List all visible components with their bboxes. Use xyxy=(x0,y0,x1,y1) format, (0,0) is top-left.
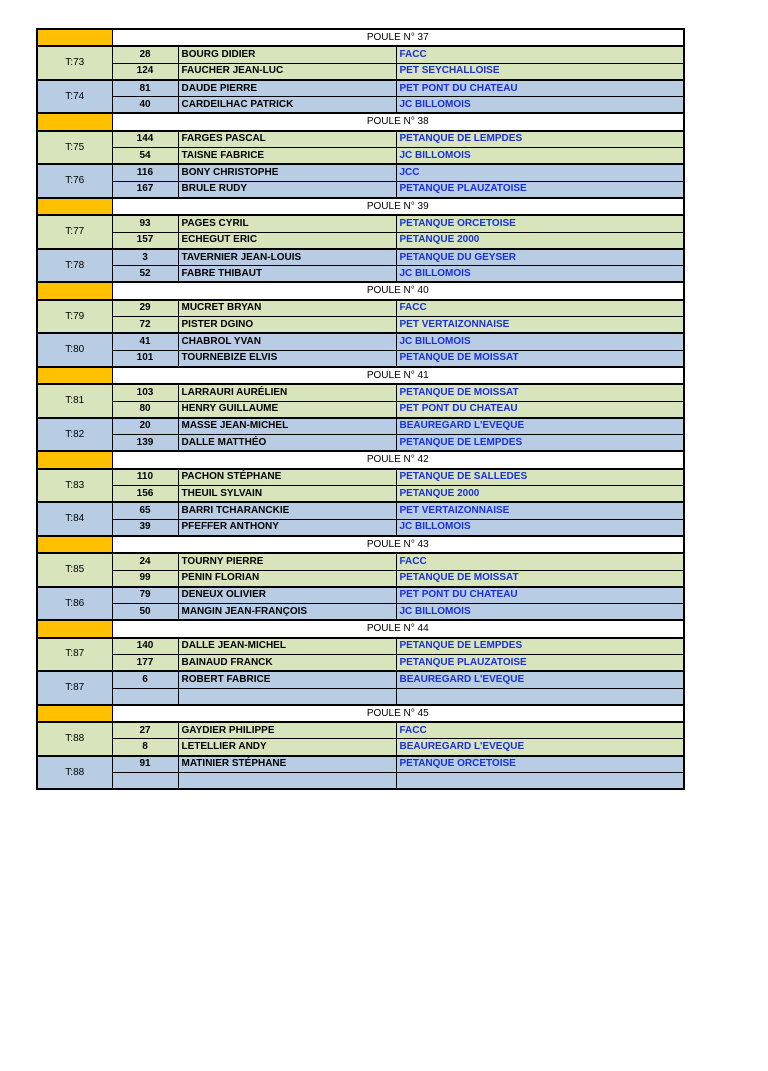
player-number: 72 xyxy=(112,317,178,334)
player-club: PET PONT DU CHATEAU xyxy=(396,401,684,418)
poule-title: POULE N° 37 xyxy=(112,29,684,46)
player-name: CHABROL YVAN xyxy=(178,333,396,350)
player-name: FARGES PASCAL xyxy=(178,131,396,148)
player-name: BAINAUD FRANCK xyxy=(178,654,396,671)
player-row xyxy=(37,587,684,604)
player-number: 177 xyxy=(112,654,178,671)
player-row xyxy=(37,570,684,587)
player-row xyxy=(37,350,684,367)
player-row xyxy=(37,148,684,165)
player-row xyxy=(37,435,684,452)
poule-marker-cell xyxy=(37,705,112,722)
player-club: PET VERTAIZONNAISE xyxy=(396,502,684,519)
poule-title: POULE N° 44 xyxy=(112,620,684,637)
player-club: JC BILLOMOIS xyxy=(396,333,684,350)
player-number: 20 xyxy=(112,418,178,435)
poule-header-row xyxy=(37,536,684,553)
player-club: JCC xyxy=(396,164,684,181)
player-club: PETANQUE PLAUZATOISE xyxy=(396,654,684,671)
poule-title: POULE N° 41 xyxy=(112,367,684,384)
player-name: TAISNE FABRICE xyxy=(178,148,396,165)
player-row xyxy=(37,333,684,350)
player-number: 28 xyxy=(112,46,178,63)
player-club: JC BILLOMOIS xyxy=(396,519,684,536)
team-label: T:78 xyxy=(37,249,112,283)
player-number: 50 xyxy=(112,604,178,621)
poule-title: POULE N° 40 xyxy=(112,282,684,299)
player-number: 41 xyxy=(112,333,178,350)
player-name: PFEFFER ANTHONY xyxy=(178,519,396,536)
poule-marker-cell xyxy=(37,536,112,553)
player-name: BARRI TCHARANCKIE xyxy=(178,502,396,519)
player-number: 140 xyxy=(112,638,178,655)
player-club: PET PONT DU CHATEAU xyxy=(396,80,684,97)
player-club xyxy=(396,773,684,790)
player-club: PET SEYCHALLOISE xyxy=(396,63,684,80)
team-label: T:83 xyxy=(37,469,112,503)
poule-header-row xyxy=(37,705,684,722)
player-club: PETANQUE DU GEYSER xyxy=(396,249,684,266)
player-name xyxy=(178,773,396,790)
player-row xyxy=(37,181,684,198)
player-club: PETANQUE 2000 xyxy=(396,232,684,249)
player-name: TAVERNIER JEAN-LOUIS xyxy=(178,249,396,266)
team-label: T:76 xyxy=(37,164,112,198)
team-label: T:88 xyxy=(37,756,112,790)
team-label: T:75 xyxy=(37,131,112,165)
player-club: PETANQUE DE SALLEDES xyxy=(396,469,684,486)
player-number: 139 xyxy=(112,435,178,452)
player-name: TOURNY PIERRE xyxy=(178,553,396,570)
player-number: 103 xyxy=(112,384,178,401)
player-number: 27 xyxy=(112,722,178,739)
player-name: CARDEILHAC PATRICK xyxy=(178,97,396,114)
player-number: 167 xyxy=(112,181,178,198)
player-club: FACC xyxy=(396,722,684,739)
team-label: T:84 xyxy=(37,502,112,536)
team-label: T:73 xyxy=(37,46,112,80)
player-club xyxy=(396,688,684,705)
team-label: T:81 xyxy=(37,384,112,418)
player-name: ROBERT FABRICE xyxy=(178,671,396,688)
player-row xyxy=(37,502,684,519)
player-name: FAUCHER JEAN-LUC xyxy=(178,63,396,80)
player-row xyxy=(37,131,684,148)
player-row xyxy=(37,164,684,181)
player-number: 116 xyxy=(112,164,178,181)
player-number: 80 xyxy=(112,401,178,418)
player-club: FACC xyxy=(396,46,684,63)
player-club: PETANQUE DE LEMPDES xyxy=(396,435,684,452)
player-name: GAYDIER PHILIPPE xyxy=(178,722,396,739)
team-label: T:85 xyxy=(37,553,112,587)
player-number: 110 xyxy=(112,469,178,486)
player-row xyxy=(37,401,684,418)
poule-table xyxy=(36,28,685,790)
player-number: 8 xyxy=(112,739,178,756)
poule-header-row xyxy=(37,29,684,46)
player-number: 144 xyxy=(112,131,178,148)
player-name: BONY CHRISTOPHE xyxy=(178,164,396,181)
player-row xyxy=(37,638,684,655)
player-club: FACC xyxy=(396,300,684,317)
poule-marker-cell xyxy=(37,113,112,130)
player-number: 91 xyxy=(112,756,178,773)
player-row xyxy=(37,756,684,773)
poule-title: POULE N° 43 xyxy=(112,536,684,553)
team-label: T:74 xyxy=(37,80,112,114)
player-club: BEAUREGARD L'EVEQUE xyxy=(396,418,684,435)
player-number: 156 xyxy=(112,486,178,503)
player-name: DENEUX OLIVIER xyxy=(178,587,396,604)
player-number: 124 xyxy=(112,63,178,80)
poule-marker-cell xyxy=(37,29,112,46)
player-row xyxy=(37,739,684,756)
player-club: PETANQUE DE LEMPDES xyxy=(396,638,684,655)
player-club: JC BILLOMOIS xyxy=(396,266,684,283)
team-label: T:86 xyxy=(37,587,112,621)
player-row xyxy=(37,266,684,283)
player-number: 39 xyxy=(112,519,178,536)
player-name: DAUDE PIERRE xyxy=(178,80,396,97)
player-number: 40 xyxy=(112,97,178,114)
player-name: LETELLIER ANDY xyxy=(178,739,396,756)
player-name: PISTER DGINO xyxy=(178,317,396,334)
player-number: 54 xyxy=(112,148,178,165)
player-number xyxy=(112,688,178,705)
team-label: T:88 xyxy=(37,722,112,756)
poule-header-row xyxy=(37,282,684,299)
player-row xyxy=(37,418,684,435)
player-club: JC BILLOMOIS xyxy=(396,97,684,114)
player-club: PETANQUE PLAUZATOISE xyxy=(396,181,684,198)
poule-title: POULE N° 39 xyxy=(112,198,684,215)
player-name: ECHEGUT ERIC xyxy=(178,232,396,249)
player-number: 93 xyxy=(112,215,178,232)
player-row xyxy=(37,486,684,503)
player-club: PET VERTAIZONNAISE xyxy=(396,317,684,334)
player-row xyxy=(37,671,684,688)
team-label: T:79 xyxy=(37,300,112,334)
team-label: T:77 xyxy=(37,215,112,249)
team-label: T:80 xyxy=(37,333,112,367)
player-club: PETANQUE DE MOISSAT xyxy=(396,384,684,401)
player-club: BEAUREGARD L'EVEQUE xyxy=(396,739,684,756)
player-row xyxy=(37,553,684,570)
player-club: PETANQUE ORCETOISE xyxy=(396,215,684,232)
poule-marker-cell xyxy=(37,451,112,468)
player-number: 65 xyxy=(112,502,178,519)
player-club: BEAUREGARD L'EVEQUE xyxy=(396,671,684,688)
player-row xyxy=(37,773,684,790)
player-name: THEUIL SYLVAIN xyxy=(178,486,396,503)
player-number: 99 xyxy=(112,570,178,587)
player-row xyxy=(37,688,684,705)
player-name: HENRY GUILLAUME xyxy=(178,401,396,418)
player-row xyxy=(37,722,684,739)
player-name: DALLE MATTHÉO xyxy=(178,435,396,452)
player-row xyxy=(37,46,684,63)
player-number: 6 xyxy=(112,671,178,688)
player-number: 52 xyxy=(112,266,178,283)
player-club: JC BILLOMOIS xyxy=(396,604,684,621)
player-name: MANGIN JEAN-FRANÇOIS xyxy=(178,604,396,621)
poule-table-body xyxy=(37,29,684,789)
poule-header-row xyxy=(37,620,684,637)
player-name: PAGES CYRIL xyxy=(178,215,396,232)
player-name: FABRE THIBAUT xyxy=(178,266,396,283)
player-number: 29 xyxy=(112,300,178,317)
poule-title: POULE N° 42 xyxy=(112,451,684,468)
poule-title: POULE N° 38 xyxy=(112,113,684,130)
poule-title: POULE N° 45 xyxy=(112,705,684,722)
player-name: TOURNEBIZE ELVIS xyxy=(178,350,396,367)
player-number: 3 xyxy=(112,249,178,266)
player-number: 81 xyxy=(112,80,178,97)
player-row xyxy=(37,215,684,232)
player-club: JC BILLOMOIS xyxy=(396,148,684,165)
player-name: MATINIER STÉPHANE xyxy=(178,756,396,773)
poule-marker-cell xyxy=(37,620,112,637)
player-row xyxy=(37,232,684,249)
player-name: MASSE JEAN-MICHEL xyxy=(178,418,396,435)
player-number: 157 xyxy=(112,232,178,249)
player-row xyxy=(37,80,684,97)
poule-marker-cell xyxy=(37,282,112,299)
team-label: T:82 xyxy=(37,418,112,452)
player-name xyxy=(178,688,396,705)
poule-header-row xyxy=(37,198,684,215)
player-number xyxy=(112,773,178,790)
team-label: T:87 xyxy=(37,671,112,705)
player-club: PET PONT DU CHATEAU xyxy=(396,587,684,604)
player-name: LARRAURI AURÉLIEN xyxy=(178,384,396,401)
player-row xyxy=(37,317,684,334)
player-name: BOURG DIDIER xyxy=(178,46,396,63)
player-number: 24 xyxy=(112,553,178,570)
player-club: PETANQUE DE MOISSAT xyxy=(396,570,684,587)
poule-header-row xyxy=(37,367,684,384)
player-name: MUCRET BRYAN xyxy=(178,300,396,317)
player-row xyxy=(37,63,684,80)
player-row xyxy=(37,384,684,401)
poule-header-row xyxy=(37,113,684,130)
poule-marker-cell xyxy=(37,367,112,384)
player-row xyxy=(37,654,684,671)
player-number: 79 xyxy=(112,587,178,604)
player-row xyxy=(37,97,684,114)
player-name: BRULE RUDY xyxy=(178,181,396,198)
player-number: 101 xyxy=(112,350,178,367)
player-name: DALLE JEAN-MICHEL xyxy=(178,638,396,655)
player-club: FACC xyxy=(396,553,684,570)
player-club: PETANQUE DE LEMPDES xyxy=(396,131,684,148)
player-row xyxy=(37,469,684,486)
player-club: PETANQUE DE MOISSAT xyxy=(396,350,684,367)
poule-marker-cell xyxy=(37,198,112,215)
player-club: PETANQUE 2000 xyxy=(396,486,684,503)
player-row xyxy=(37,300,684,317)
player-club: PETANQUE ORCETOISE xyxy=(396,756,684,773)
player-row xyxy=(37,249,684,266)
poule-header-row xyxy=(37,451,684,468)
player-name: PENIN FLORIAN xyxy=(178,570,396,587)
player-name: PACHON STÉPHANE xyxy=(178,469,396,486)
team-label: T:87 xyxy=(37,638,112,672)
player-row xyxy=(37,519,684,536)
player-row xyxy=(37,604,684,621)
